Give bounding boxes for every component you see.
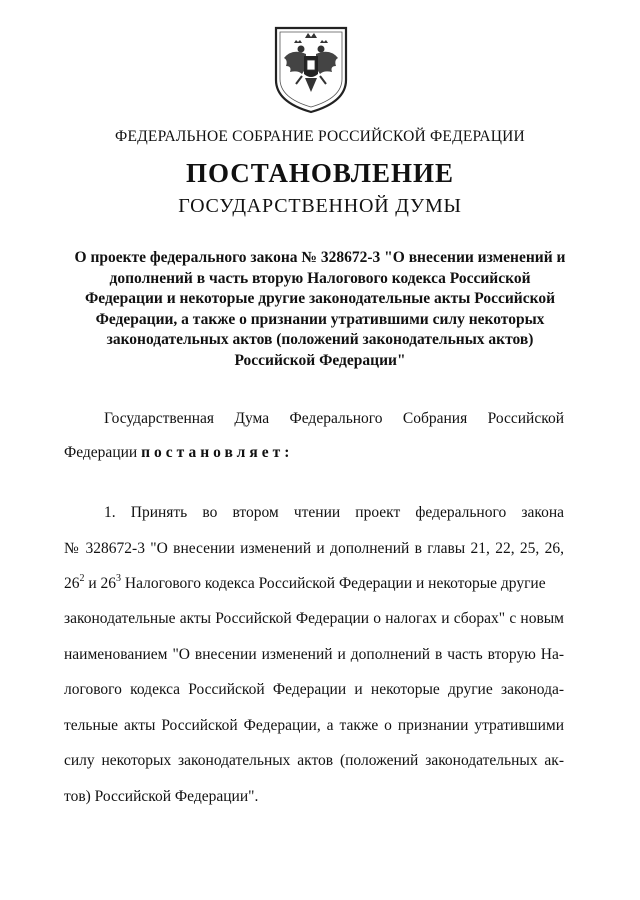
resolves-word: постановляет: xyxy=(141,444,294,461)
subject-line: Федерации и некоторые другие законодательные акты Российской xyxy=(84,290,556,307)
item-line xyxy=(64,575,564,593)
superscript: 3 xyxy=(116,573,122,584)
item-text: Налогового кодекса Российской Федерации и некоторые другие xyxy=(121,575,546,592)
subject-line: О проекте федерального закона № 328672-3 "О внесении изменений и xyxy=(74,249,566,266)
document-subject xyxy=(60,248,580,371)
coat-of-arms-icon xyxy=(272,22,350,114)
issuer-name: ГОСУДАРСТВЕННОЙ ДУМЫ xyxy=(178,195,462,217)
preamble-line: Государственная Дума Федерального Собрания Российской xyxy=(104,410,564,427)
item-line: законодательные акты Российской Федерации о налогах и сборах" с новым xyxy=(64,610,564,627)
item-line: силу некоторых законодательных актов (положений законодательных ак- xyxy=(64,752,564,769)
subject-line: дополнений в часть вторую Налогового кодекса Российской xyxy=(109,269,531,287)
subject-line: законодательных актов (положений законодательных актов) xyxy=(106,331,534,348)
preamble-text: Федерации xyxy=(64,444,142,461)
subject-line: Федерации, а также о признании утратившими силу некоторых xyxy=(95,310,545,328)
document-type: ПОСТАНОВЛЕНИЕ xyxy=(185,158,455,188)
subject-line: Российской Федерации" xyxy=(234,351,406,369)
item-line: тов) Российской Федерации". xyxy=(64,788,259,805)
preamble-line xyxy=(64,444,564,462)
chapter-number: 26 xyxy=(64,575,80,592)
item-line: 1. Принять во втором чтении проект федерального закона xyxy=(104,504,564,521)
item-line: тельные акты Российской Федерации, а также о признании утратившими xyxy=(64,717,564,734)
item-line: логового кодекса Российской Федерации и некоторые другие законода- xyxy=(64,681,564,698)
organization-name: ФЕДЕРАЛЬНОЕ СОБРАНИЕ РОССИЙСКОЙ ФЕДЕРАЦИИ xyxy=(115,128,525,145)
item-line: № 328672-3 "О внесении изменений и дополнений в главы 21, 22, 25, 26, xyxy=(64,540,564,557)
superscript: 2 xyxy=(79,573,85,584)
item-line: наименованием "О внесении изменений и дополнений в часть вторую На- xyxy=(64,646,564,663)
item-text: и 26 xyxy=(84,575,117,592)
